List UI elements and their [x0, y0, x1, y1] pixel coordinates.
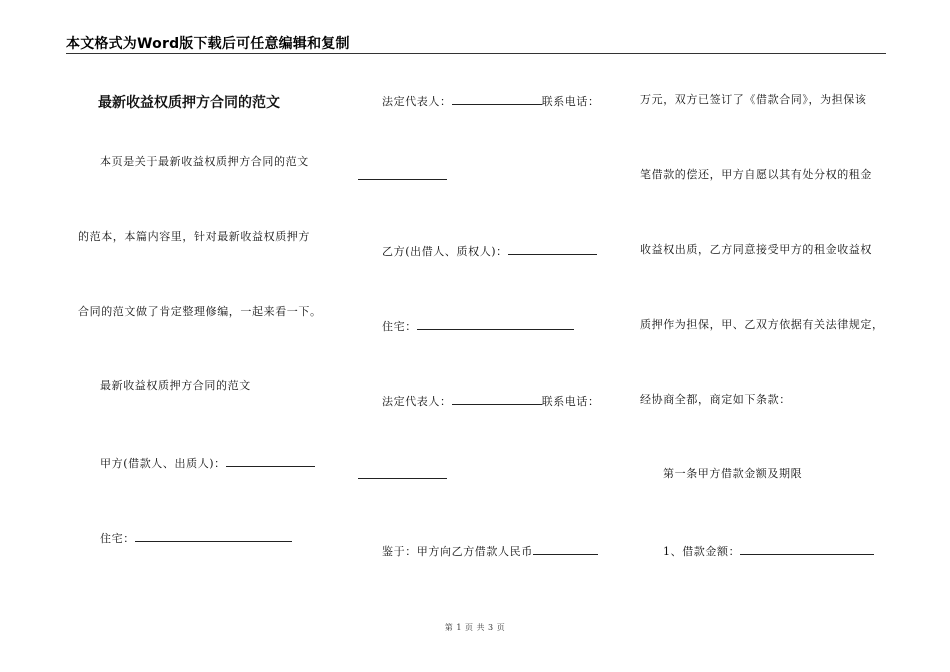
party-a-address-blank	[135, 530, 292, 542]
party-b-label: 乙方(出借人、质权人)：	[382, 245, 508, 258]
phone-label-2: 联系电话：	[541, 395, 600, 408]
loan-amount-field-blank	[740, 543, 874, 555]
intro-line-1: 本页是关于最新收益权质押方合同的范文	[100, 155, 309, 168]
article-1-heading: 第一条甲方借款金额及期限	[663, 467, 803, 480]
legal-rep-label-1: 法定代表人：	[382, 95, 452, 108]
document-header: 本文格式为Word版下载后可任意编辑和复制	[66, 36, 350, 52]
phone-blank-1	[358, 179, 447, 180]
party-a-label: 甲方(借款人、出质人)：	[100, 457, 226, 470]
intro-line-2: 的范本，本篇内容里，针对最新收益权质押方	[78, 230, 310, 243]
loan-amount-line	[663, 543, 874, 559]
col3-line-4: 质押作为担保，甲、乙双方依据有关法律规定，	[640, 318, 884, 331]
party-a-address-label: 住宅：	[100, 532, 135, 545]
legal-rep-blank-1	[452, 93, 542, 105]
party-b-address-label: 住宅：	[382, 320, 417, 333]
legal-rep-line-1	[382, 93, 600, 109]
legal-rep-label-2: 法定代表人：	[382, 395, 452, 408]
col3-line-3: 收益权出质，乙方同意接受甲方的租金收益权	[640, 243, 872, 256]
phone-blank-2	[358, 478, 447, 479]
party-b-blank	[508, 243, 597, 255]
page-footer: 第 1 页 共 3 页	[444, 623, 506, 632]
legal-rep-blank-2	[452, 393, 542, 405]
loan-amount-label: 1、借款金额：	[663, 545, 741, 558]
loan-amount-blank	[533, 543, 598, 555]
whereas-text: 鉴于：甲方向乙方借款人民币	[382, 545, 533, 558]
party-a-blank	[226, 455, 315, 467]
col3-line-1: 万元，双方已签订了《借款合同》，为担保该	[640, 93, 867, 106]
legal-rep-line-2	[382, 393, 600, 409]
col3-line-5: 经协商全都，商定如下条款：	[640, 393, 791, 406]
party-b-address-line	[382, 318, 574, 334]
party-b-address-blank	[417, 318, 574, 330]
header-divider	[66, 53, 886, 54]
intro-line-3: 合同的范文做了肯定整理修编，一起来看一下。	[78, 305, 322, 318]
party-b-line	[382, 243, 597, 259]
document-title: 最新收益权质押方合同的范文	[98, 95, 280, 111]
contract-subtitle: 最新收益权质押方合同的范文	[100, 379, 251, 392]
party-a-line	[100, 455, 315, 471]
phone-label-1: 联系电话：	[541, 95, 600, 108]
col3-line-2: 笔借款的偿还，甲方自愿以其有处分权的租金	[640, 168, 872, 181]
party-a-address-line	[100, 530, 292, 546]
whereas-line	[382, 543, 598, 559]
